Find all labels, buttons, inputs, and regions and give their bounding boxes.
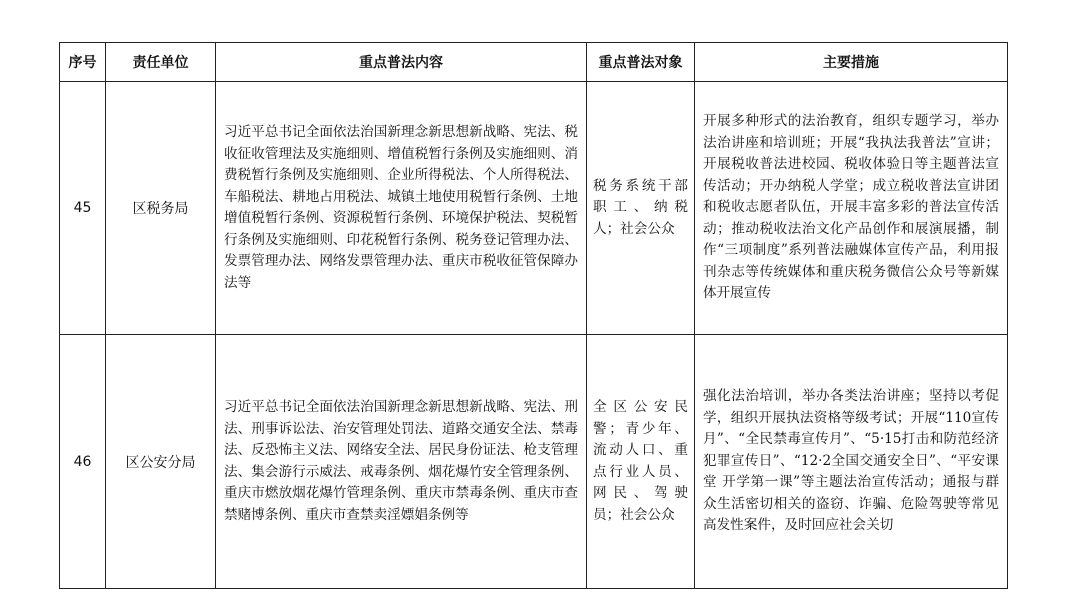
row-key-content: 习近平总书记全面依法治国新理念新思想新战略、宪法、刑法、刑事诉讼法、治安管理处罚法、道路交通安全法、禁毒法、反恐怖主义法、网络安全法、居民身份证法、枪支管理法、集会游行示威法、戒毒条例、烟花爆竹安全管理条例、重庆市燃放烟花爆竹管理条例、重庆市禁毒条例、重庆市查禁赌博条例、重庆市查禁卖淫嫖娼条例等 [216,335,587,589]
row-main-measures: 强化法治培训，举办各类法治讲座；坚持以考促学，组织开展执法资格等级考试；开展“110宣传月”、“全民禁毒宣传月”、“5·15打击和防范经济犯罪宣传日”、“12·2全国交通安全日”、“平安课堂 开学第一课”等主题法治宣传活动；通报与群众生活密切相关的盗窃、诈骗、危险驾驶等常见高发性案件，及时回应社会关切 [695,335,1008,589]
table-row [60,82,1008,335]
row-main-measures: 开展多种形式的法治教育，组织专题学习，举办法治讲座和培训班；开展“我执法我普法”宣讲；开展税收普法进校园、税收体验日等主题普法宣传活动；开办纳税人学堂；成立税收普法宣讲团和税收志愿者队伍，开展丰富多彩的普法宣传活动；推动税收法治文化产品创作和展演展播，制作“三项制度”系列普法融媒体宣传产品，利用报刊杂志等传统媒体和重庆税务微信公众号等新媒体开展宣传 [695,82,1008,335]
row-key-target: 税务系统干部职工、纳税人；社会公众 [587,82,695,335]
header-key-content: 重点普法内容 [216,43,587,82]
header-main-measures: 主要措施 [695,43,1008,82]
header-serial-number: 序号 [60,43,106,82]
row-key-target: 全区公安民警；青少年、流动人口、重点行业人员、网民、驾驶员；社会公众 [587,335,695,589]
row-serial-number: 45 [60,82,106,335]
row-responsible-unit: 区公安分局 [106,335,216,589]
table-header-row [60,43,1008,82]
row-serial-number: 46 [60,335,106,589]
row-responsible-unit: 区税务局 [106,82,216,335]
row-key-content: 习近平总书记全面依法治国新理念新思想新战略、宪法、税收征收管理法及实施细则、增值税暂行条例及实施细则、消费税暂行条例及实施细则、企业所得税法、个人所得税法、车船税法、耕地占用税法、城镇土地使用税暂行条例、土地增值税暂行条例、资源税暂行条例、环境保护税法、契税暂行条例及实施细则、印花税暂行条例、税务登记管理办法、发票管理办法、网络发票管理办法、重庆市税收征管保障办法等 [216,82,587,335]
header-responsible-unit: 责任单位 [106,43,216,82]
law-publicity-table [59,42,1008,589]
header-key-target: 重点普法对象 [587,43,695,82]
table-row [60,335,1008,589]
